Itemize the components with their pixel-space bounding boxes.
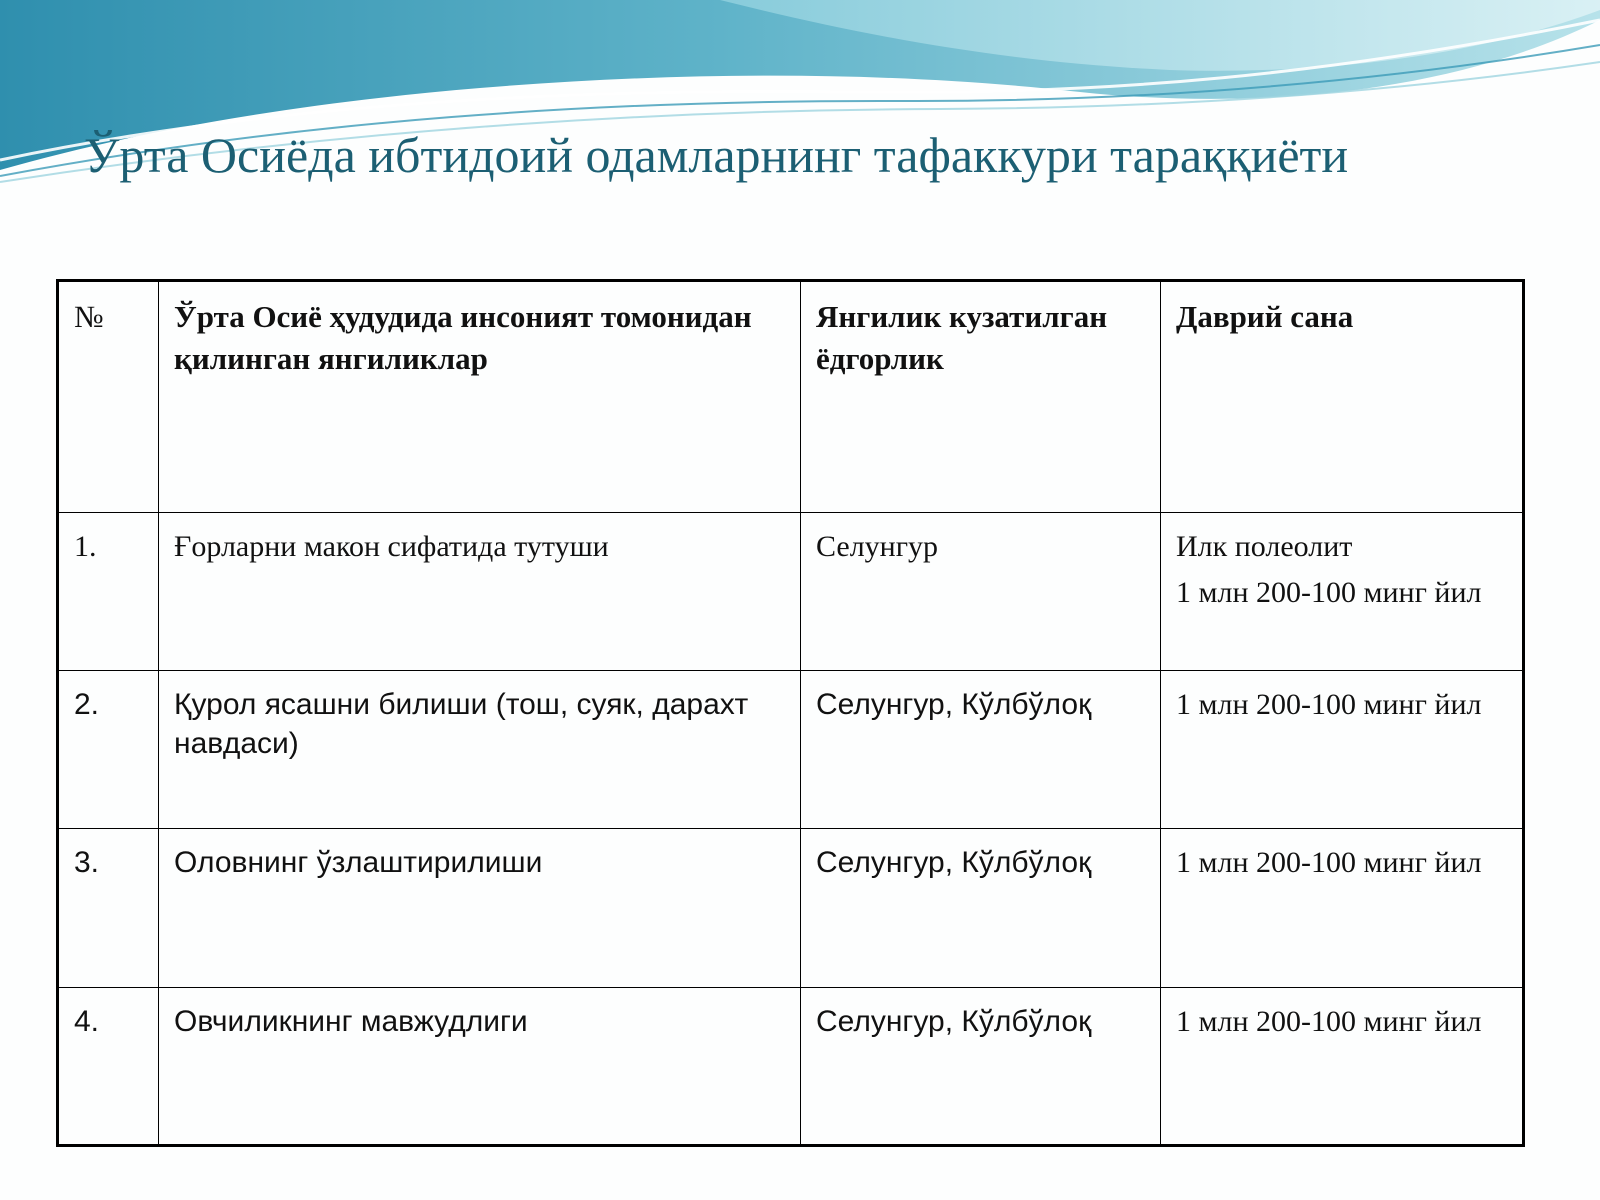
table-row bbox=[58, 670, 1524, 828]
row-date-cell bbox=[1161, 829, 1524, 987]
row-date-cell bbox=[1161, 512, 1524, 670]
row-date: 1 млн 200-100 минг йил bbox=[1176, 1004, 1482, 1038]
row-date: 1 млн 200-100 минг йил bbox=[1176, 846, 1482, 880]
row-site: Селунгур, Кўлбўлоқ bbox=[801, 829, 1161, 987]
header-number: № bbox=[58, 281, 159, 513]
header-date: Даврий сана bbox=[1161, 281, 1524, 513]
table-row bbox=[58, 829, 1524, 987]
row-date-cell bbox=[1161, 987, 1524, 1145]
row-number: 1. bbox=[58, 512, 159, 670]
row-site: Селунгур, Кўлбўлоқ bbox=[801, 670, 1161, 828]
row-innovation: Оловнинг ўзлаштирилиши bbox=[159, 829, 801, 987]
table-header-row bbox=[58, 281, 1524, 513]
row-innovation: Ғорларни макон сифатида тутуши bbox=[159, 512, 801, 670]
slide-title: Ўрта Осиёда ибтидоий одамларнинг тафаккури тараққиёти bbox=[84, 127, 1349, 183]
innovations-table bbox=[56, 279, 1525, 1147]
row-number: 3. bbox=[58, 829, 159, 987]
table-row bbox=[58, 987, 1524, 1145]
row-innovation: Овчиликнинг мавжудлиги bbox=[159, 987, 801, 1145]
row-period: Илк полеолит bbox=[1176, 529, 1353, 563]
row-number: 2. bbox=[58, 670, 159, 828]
header-site: Янгилик кузатилган ёдгорлик bbox=[801, 281, 1161, 513]
row-number: 4. bbox=[58, 987, 159, 1145]
row-date: 1 млн 200-100 минг йил bbox=[1176, 687, 1482, 721]
row-innovation: Қурол ясашни билиши (тош, суяк, дарахт навдаси) bbox=[159, 670, 801, 828]
row-site: Селунгур, Кўлбўлоқ bbox=[801, 987, 1161, 1145]
header-innovation: Ўрта Осиё ҳудудида инсоният томонидан қилинган янгиликлар bbox=[159, 281, 801, 513]
table-row bbox=[58, 512, 1524, 670]
row-date: 1 млн 200-100 минг йил bbox=[1176, 575, 1482, 609]
row-date-cell bbox=[1161, 670, 1524, 828]
row-site: Селунгур bbox=[801, 512, 1161, 670]
